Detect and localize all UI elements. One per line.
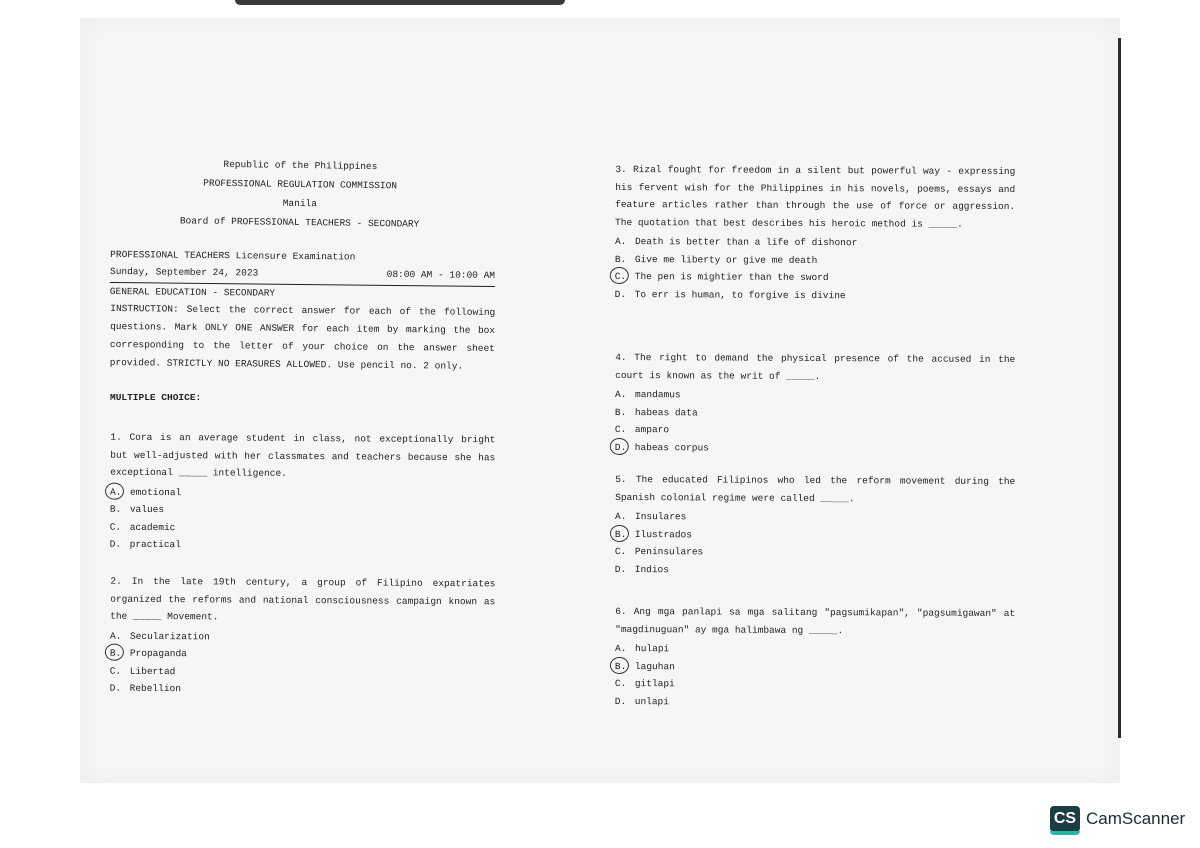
exam-name: PROFESSIONAL TEACHERS Licensure Examination xyxy=(110,248,356,263)
question-stem: 3. Rizal fought for freedom in a silent but powerful way - expressing his fervent wish for the Philippines in his novels, poems, essays and feature articles rather than through the use of force or aggression. The quotation that best describes his heroic method is _____. xyxy=(615,163,1016,230)
option-text: values xyxy=(129,503,165,516)
option-b xyxy=(615,525,1015,545)
option-letter: D. xyxy=(109,538,122,550)
option-letter: B. xyxy=(614,406,627,418)
option-b xyxy=(110,645,495,665)
option-letter: A. xyxy=(110,483,130,501)
option-b xyxy=(615,403,1015,423)
option-letter: B. xyxy=(110,645,130,663)
option-letter: A. xyxy=(615,642,627,655)
option-a xyxy=(615,233,1015,253)
question-4 xyxy=(615,349,1016,458)
option-b xyxy=(615,250,1015,270)
option-text: Rebellion xyxy=(129,682,181,695)
option-text: mandamus xyxy=(635,389,681,401)
option-text: The pen is mightier than the sword xyxy=(634,271,829,284)
option-b xyxy=(615,657,1015,677)
option-letter: C. xyxy=(109,665,122,677)
option-letter: B. xyxy=(615,657,635,675)
option-letter: D. xyxy=(614,563,627,575)
option-letter: C. xyxy=(614,677,627,690)
option-text: hulapi xyxy=(635,643,670,655)
option-text: laguhan xyxy=(634,660,675,672)
option-text: Propaganda xyxy=(129,647,187,660)
question-stem: 6. Ang mga panlapi sa mga salitang "pagsumikapan", "pagsumigawan" at "magdinuguan" ay mga halimbawa ng _____. xyxy=(615,605,1016,636)
exam-time: 08:00 AM - 10:00 AM xyxy=(386,268,496,282)
question-2 xyxy=(110,573,496,700)
option-letter: C. xyxy=(614,545,627,558)
option-text: emotional xyxy=(129,486,182,498)
option-letter: B. xyxy=(615,525,635,543)
question-stem: 2. In the late 19th century, a group of Filipino expatriates organized the reforms and national consciousness campaign known as the _____ Movement. xyxy=(110,575,496,623)
page-top-edge-shadow xyxy=(235,0,565,5)
option-d xyxy=(110,680,495,700)
question-6 xyxy=(615,603,1016,712)
option-text: Libertad xyxy=(129,665,176,677)
option-d xyxy=(615,692,1015,712)
section-title: MULTIPLE CHOICE: xyxy=(110,392,202,403)
option-text: academic xyxy=(129,521,176,533)
exam-schedule xyxy=(110,263,495,284)
question-3 xyxy=(615,161,1016,305)
instruction-text: INSTRUCTION: Select the correct answer for each of the following questions. Mark ONLY ONE ANSWER for each item by marking the box corresponding to the letter of your choice on the answer sheet provided. STRICTLY NO ERASURES ALLOWED. Use pencil no. 2 only. xyxy=(109,302,496,372)
option-text: To err is human, to forgive is divine xyxy=(634,288,846,301)
header-city: Manila xyxy=(282,197,318,210)
option-a xyxy=(110,483,495,503)
option-text: Ilustrados xyxy=(634,528,692,540)
option-text: Peninsulares xyxy=(634,546,704,558)
option-c xyxy=(615,675,1015,695)
option-letter: D. xyxy=(614,288,627,300)
camscanner-text: CamScanner xyxy=(1086,809,1186,828)
option-a xyxy=(615,386,1015,406)
document-header xyxy=(149,154,450,234)
option-letter: C. xyxy=(614,423,627,436)
option-d xyxy=(615,438,1015,458)
option-text: Give me liberty or give me death xyxy=(634,253,818,266)
option-letter: D. xyxy=(614,695,627,707)
option-a xyxy=(615,508,1015,528)
option-letter: C. xyxy=(615,268,635,286)
exam-info xyxy=(110,246,496,304)
option-letter: A. xyxy=(615,510,627,523)
option-text: gitlapi xyxy=(634,678,675,690)
option-text: Indios xyxy=(634,563,670,575)
question-1 xyxy=(110,429,496,556)
camscanner-watermark xyxy=(1050,806,1185,832)
option-letter: A. xyxy=(109,630,122,642)
option-letter: A. xyxy=(614,235,627,248)
header-republic: Republic of the Philippines xyxy=(223,158,378,173)
question-stem: 5. The educated Filipinos who led the reform movement during the Spanish colonial regime were called _____. xyxy=(615,473,1016,504)
option-d xyxy=(110,536,495,556)
option-text: habeas data xyxy=(634,406,698,418)
option-c xyxy=(615,421,1015,441)
question-5 xyxy=(615,471,1016,580)
exam-date: Sunday, September 24, 2023 xyxy=(109,265,259,279)
option-letter: A. xyxy=(615,388,627,401)
option-letter: D. xyxy=(615,438,635,456)
header-commission: PROFESSIONAL REGULATION COMMISSION xyxy=(203,177,398,192)
exam-subject: GENERAL EDUCATION - SECONDARY xyxy=(109,285,276,299)
camscanner-logo-icon: CS xyxy=(1050,806,1080,832)
paper-edge-line xyxy=(1118,38,1121,738)
option-letter: C. xyxy=(109,521,122,533)
option-d xyxy=(615,560,1015,580)
option-text: unlapi xyxy=(634,695,670,707)
question-stem: 4. The right to demand the physical presence of the accused in the court is known as the writ of _____. xyxy=(615,351,1016,382)
option-text: Secularization xyxy=(129,630,210,642)
option-text: amparo xyxy=(634,424,670,436)
header-board: Board of PROFESSIONAL TEACHERS - SECONDARY xyxy=(179,215,420,230)
option-text: habeas corpus xyxy=(634,441,709,453)
option-text: Insulares xyxy=(635,511,687,523)
option-letter: B. xyxy=(614,253,627,265)
option-text: Death is better than a life of dishonor xyxy=(634,236,858,249)
question-stem: 1. Cora is an average student in class, not exceptionally bright but well-adjusted with her classmates and teachers because she has exceptional _____ intelligence. xyxy=(110,431,496,479)
option-letter: D. xyxy=(109,682,122,694)
option-d xyxy=(615,285,1015,305)
option-c xyxy=(615,268,1015,288)
option-c xyxy=(615,543,1015,563)
option-text: practical xyxy=(129,538,181,551)
option-a xyxy=(615,640,1015,660)
option-letter: B. xyxy=(109,503,122,515)
